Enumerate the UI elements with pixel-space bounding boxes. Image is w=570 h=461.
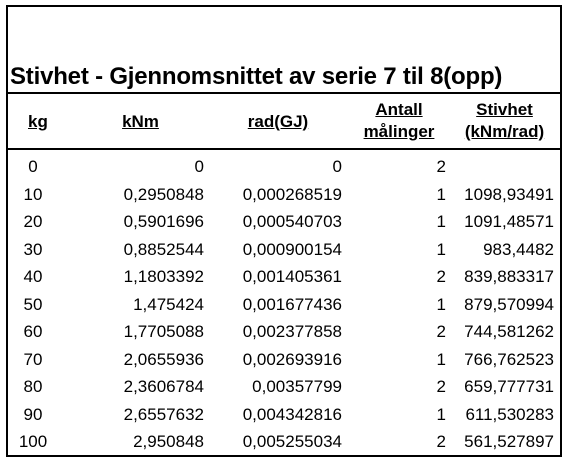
header-kg-label: kg	[28, 112, 48, 131]
header-antall-line1: Antall	[375, 100, 423, 119]
header-kg	[8, 94, 72, 148]
cell-knm: 2,0655936	[123, 349, 204, 369]
header-row	[8, 94, 560, 150]
cell-antall: 1	[436, 404, 446, 424]
title-row	[8, 57, 560, 94]
cell-rad: 0,004342816	[242, 404, 342, 424]
table-row	[8, 236, 560, 264]
header-stivhet	[451, 94, 558, 148]
cell-knm: 2,950848	[133, 432, 204, 451]
cell-kg: 60	[23, 322, 43, 341]
cell-antall: 1	[436, 184, 446, 204]
header-knm-label: kNm	[122, 112, 159, 131]
cell-knm: 2,6557632	[123, 404, 204, 424]
table-row	[8, 153, 560, 181]
table-row	[8, 401, 560, 429]
cell-kg: 40	[23, 267, 43, 286]
cell-stivhet	[451, 153, 558, 181]
table-row	[8, 263, 560, 291]
cell-antall: 1	[436, 294, 446, 314]
table-row	[8, 346, 560, 374]
header-rad	[209, 94, 347, 148]
cell-stivhet: 839,883317	[464, 267, 554, 286]
cell-stivhet: 659,777731	[464, 377, 554, 396]
header-stivhet-line2: (kNm/rad)	[464, 122, 545, 141]
cell-stivhet: 1098,93491	[464, 184, 554, 204]
cell-knm: 0,5901696	[123, 212, 204, 231]
cell-rad: 0,001405361	[242, 267, 342, 286]
cell-kg: 10	[23, 184, 43, 204]
header-stivhet-line1: Stivhet	[476, 100, 533, 119]
cell-stivhet: 561,527897	[464, 432, 554, 451]
blank-row	[8, 7, 560, 57]
cell-knm: 0	[194, 157, 204, 176]
cell-stivhet: 983,4482	[483, 239, 554, 259]
cell-stivhet: 1091,48571	[464, 212, 554, 231]
cell-rad: 0,000268519	[242, 184, 342, 204]
cell-knm: 1,7705088	[123, 322, 204, 341]
table-row	[8, 291, 560, 319]
table-title: Stivhet - Gjennomsnittet av serie 7 til 8(opp)	[10, 63, 503, 90]
table-row	[8, 181, 560, 209]
cell-rad: 0,002377858	[242, 322, 342, 341]
cell-knm: 0,2950848	[123, 184, 204, 204]
cell-kg: 70	[23, 349, 43, 369]
cell-stivhet: 611,530283	[465, 404, 554, 424]
cell-knm: 1,1803392	[123, 267, 204, 286]
cell-stivhet: 744,581262	[464, 322, 554, 341]
cell-rad: 0,001677436	[242, 294, 342, 314]
table-body	[8, 150, 560, 456]
cell-antall: 2	[436, 432, 446, 451]
cell-antall: 1	[436, 349, 446, 369]
cell-antall: 2	[436, 377, 446, 396]
cell-knm: 0,8852544	[123, 239, 204, 259]
cell-rad: 0,000540703	[242, 212, 342, 231]
cell-rad: 0,000900154	[242, 239, 342, 259]
cell-stivhet: 766,762523	[464, 349, 554, 369]
cell-knm: 2,3606784	[123, 377, 204, 396]
header-knm	[72, 94, 209, 148]
table-row	[8, 428, 560, 456]
cell-rad: 0,005255034	[242, 432, 342, 451]
cell-kg: 80	[23, 377, 43, 396]
cell-kg: 50	[23, 294, 43, 314]
cell-kg: 90	[23, 404, 43, 424]
header-antall	[347, 94, 451, 148]
cell-kg: 100	[18, 432, 48, 451]
table-row	[8, 373, 560, 401]
cell-kg: 20	[23, 212, 43, 231]
cell-antall: 1	[436, 212, 446, 231]
table-row	[8, 208, 560, 236]
cell-rad: 0	[332, 157, 342, 176]
cell-rad: 0,002693916	[242, 349, 342, 369]
cell-antall: 2	[436, 157, 446, 176]
header-antall-line2: målinger	[363, 122, 435, 141]
table-row	[8, 318, 560, 346]
cell-stivhet: 879,570994	[464, 294, 554, 314]
cell-antall: 2	[436, 267, 446, 286]
header-rad-label: rad(GJ)	[247, 112, 309, 131]
cell-kg: 30	[23, 239, 43, 259]
cell-antall: 2	[436, 322, 446, 341]
cell-kg: 0	[28, 157, 38, 176]
spreadsheet-table	[6, 5, 562, 457]
cell-rad: 0,00357799	[252, 377, 342, 396]
cell-antall: 1	[436, 239, 446, 259]
cell-knm: 1,475424	[133, 294, 204, 314]
